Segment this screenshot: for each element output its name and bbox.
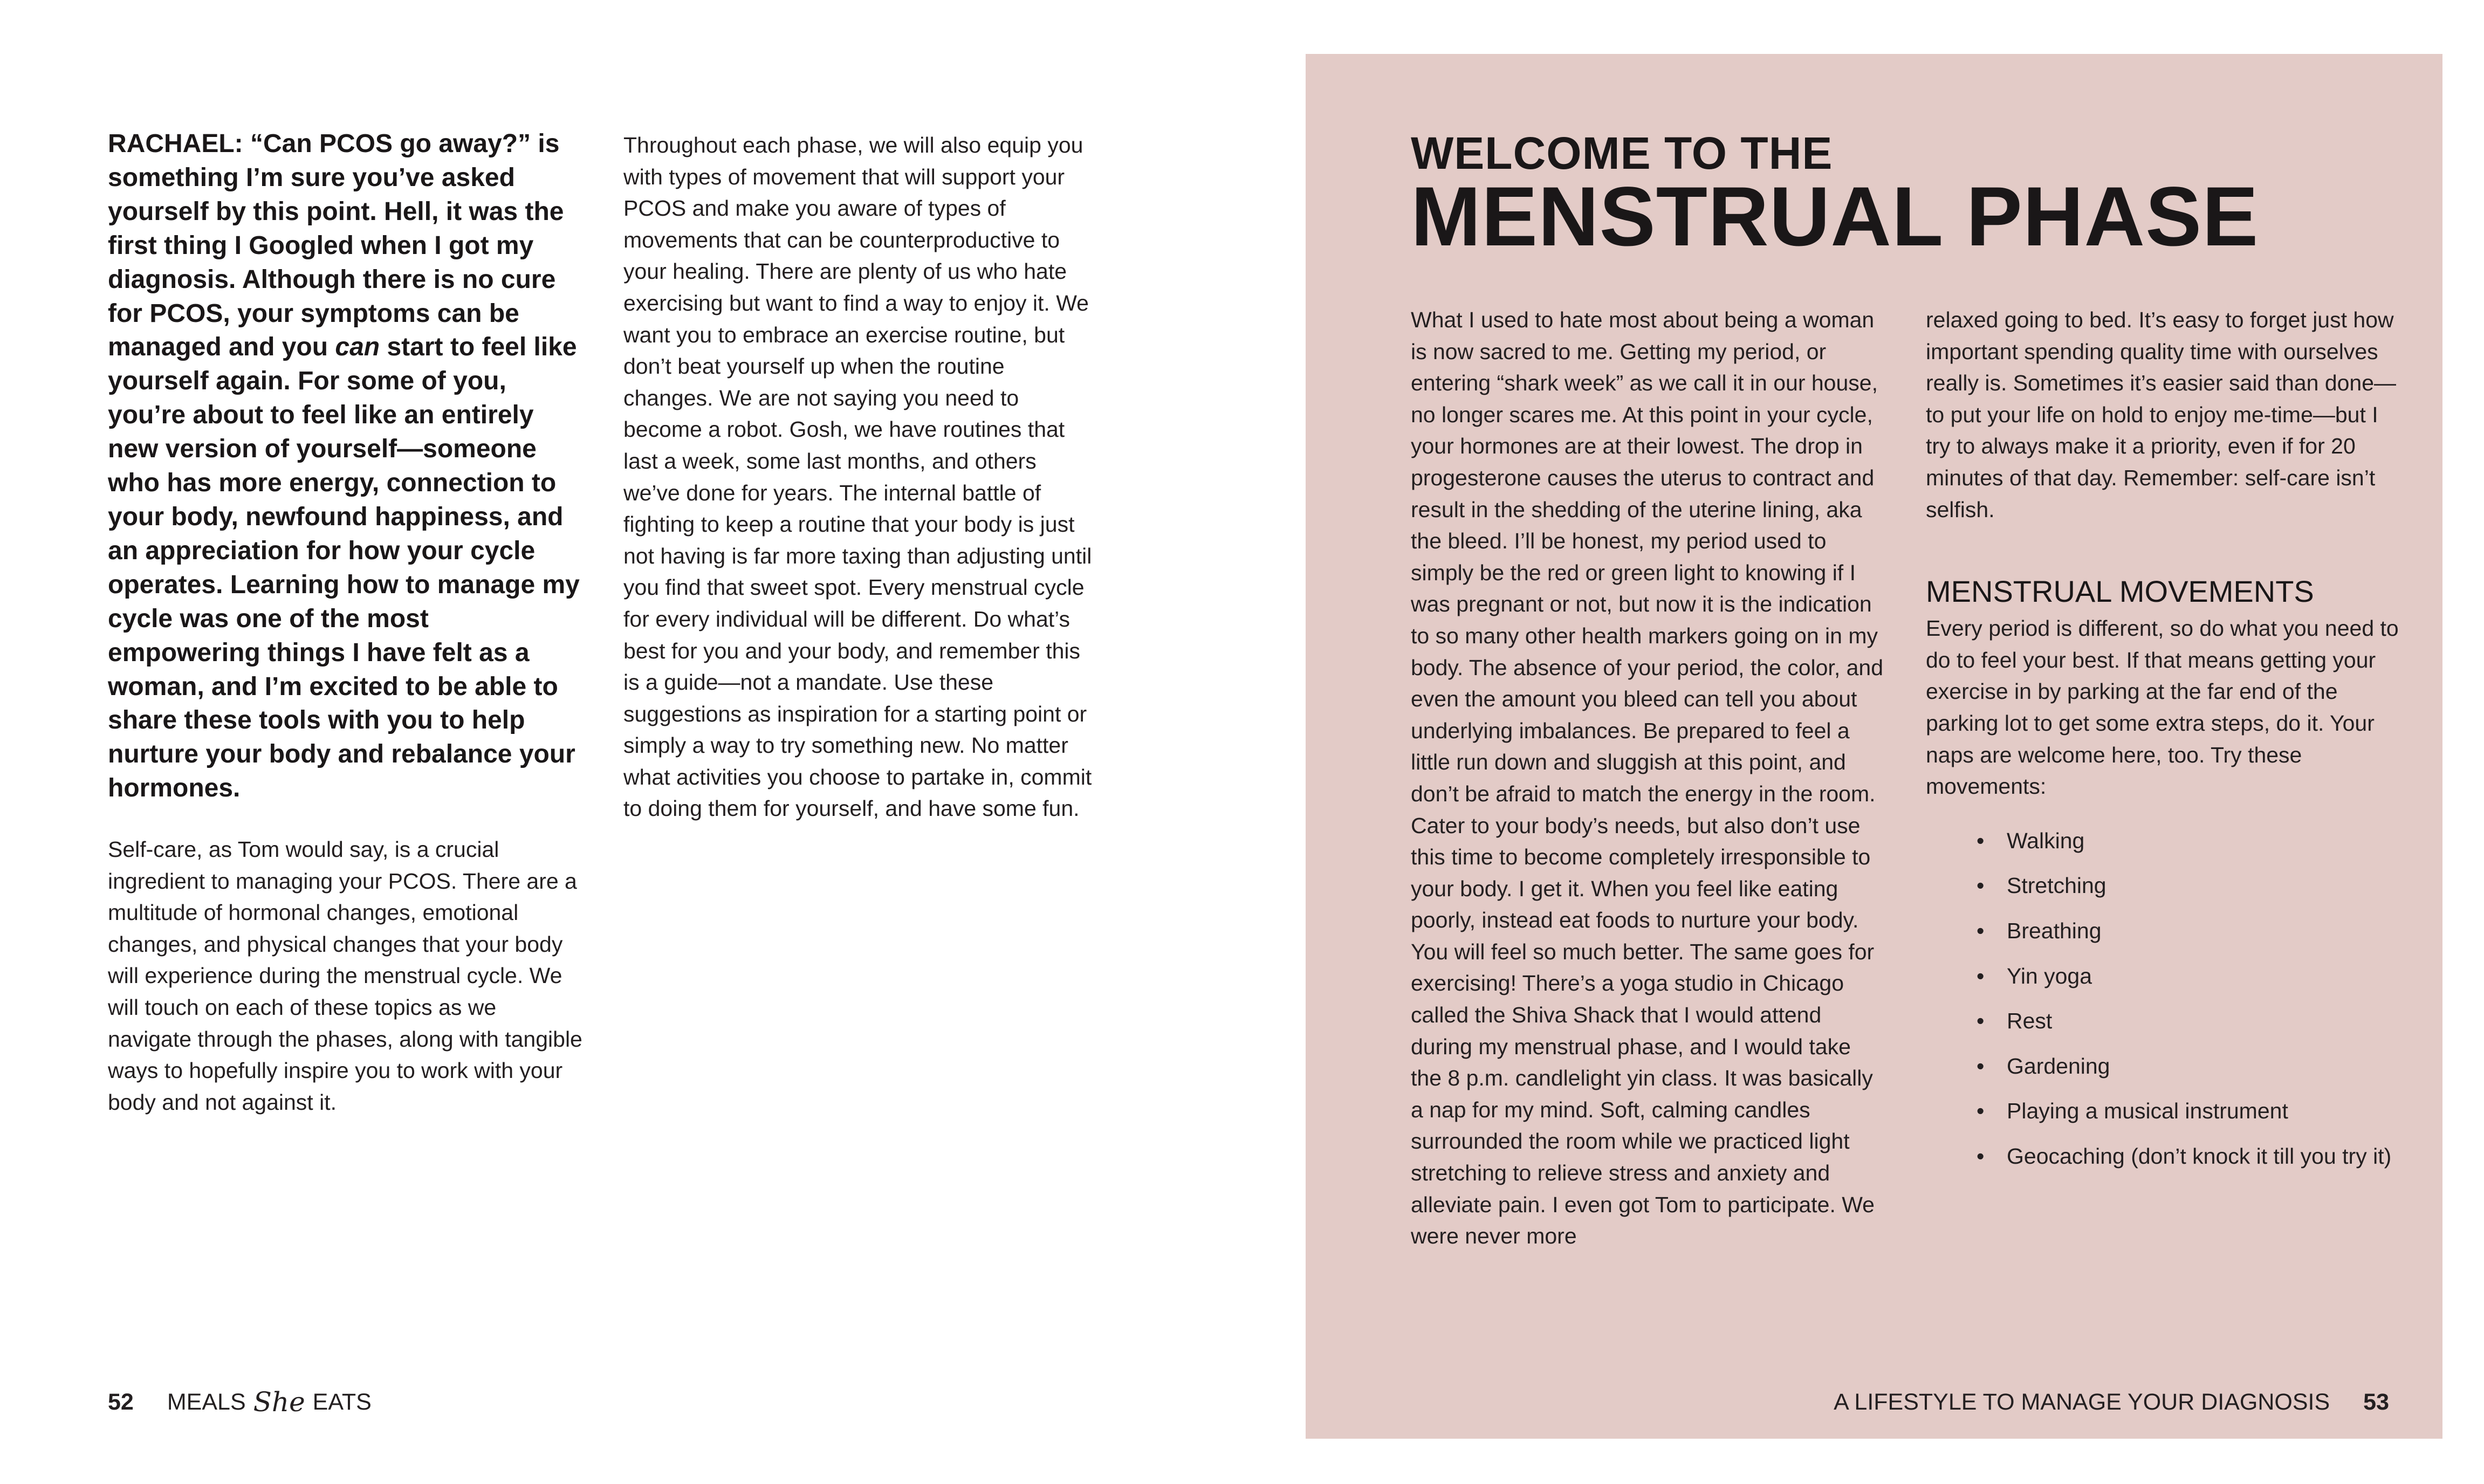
movement-label: Geocaching (don’t knock it till you try it) bbox=[2007, 1143, 2392, 1169]
left-page-footer bbox=[108, 1385, 372, 1419]
heading-title: MENSTRUAL PHASE bbox=[1411, 170, 2259, 264]
lead-text-part2: start to feel like yourself again. For some of you, you’re about to feel like an entirely new version of yourself—someone who has more energy, connection to your body, newfound happiness, and an appreciation for how your cycle operates. Learning how to manage my cycle was one of the most empowering things I have felt as a woman, and I’m excited to be able to share these tools with you to help nurture your body and rebalance your hormones. bbox=[108, 333, 580, 803]
lead-paragraph bbox=[108, 127, 582, 806]
movement-label: Rest bbox=[2007, 1008, 2053, 1034]
lead-text-italic: can bbox=[335, 333, 380, 362]
bullet-icon: • bbox=[1977, 828, 1985, 853]
heading-kicker: WELCOME TO THE bbox=[1411, 128, 1833, 178]
list-item bbox=[1926, 825, 2400, 857]
page-number-left: 52 bbox=[108, 1389, 134, 1415]
continued-paragraph: relaxed going to bed. It’s easy to forget just how important spending quality time with ourselves really is. Sometimes it’s easier said than done—to put your life on hold to enjoy me-time—but I try to always make it a priority, even if for 20 minutes of that day. Remember: self-care isn’t selfish. bbox=[1926, 307, 2397, 522]
bullet-icon: • bbox=[1977, 963, 1985, 988]
movements-list bbox=[1926, 825, 2400, 1172]
movement-label: Walking bbox=[2007, 828, 2085, 853]
book-title-part2: EATS bbox=[312, 1389, 372, 1415]
movement-label: Gardening bbox=[2007, 1053, 2110, 1078]
bullet-icon: • bbox=[1977, 1008, 1985, 1034]
movement-label: Breathing bbox=[2007, 918, 2102, 943]
left-column-body bbox=[108, 834, 582, 1118]
bullet-icon: • bbox=[1977, 1143, 1985, 1169]
list-item bbox=[1926, 960, 2400, 992]
movement-paragraph: Throughout each phase, we will also equip you with types of movement that will support your PCOS and make you aware of types of movements that can be counterproductive to your healing. There are plenty of us who hate exercising but want to find a way to enjoy it. We want you to embrace an exercise routine, but don’t beat yourself up when the routine changes. We are not saying you need to become a robot. Gosh, we have routines that last a week, some last months, and others we’ve done for years. The internal battle of fighting to keep a routine that your body is just not having is far more taxing than adjusting until you find that sweet spot. Every menstrual cycle for every individual will be different. Do what’s best for you and your body, and remember this is a guide—not a mandate. Use these suggestions as inspiration for a starting point or simply a way to try something new. No matter what activities you choose to partake in, commit to doing them for yourself, and have some fun. bbox=[623, 133, 1092, 821]
book-title-part1: MEALS bbox=[167, 1389, 246, 1415]
movement-label: Playing a musical instrument bbox=[2007, 1098, 2288, 1124]
section-title: A LIFESTYLE TO MANAGE YOUR DIAGNOSIS bbox=[1834, 1389, 2330, 1415]
book-title-script: She bbox=[253, 1386, 305, 1418]
lead-text-part1: RACHAEL: “Can PCOS go away?” is something I’m sure you’ve asked yourself by this point. Hell, it was the first thing I Googled when I got my diagnosis. Although there is no cure for PCOS, your symptoms can be managed and you bbox=[108, 129, 564, 362]
list-item bbox=[1926, 915, 2400, 947]
bullet-icon: • bbox=[1977, 1098, 1985, 1124]
right-column-b bbox=[1926, 304, 2400, 1185]
chapter-heading bbox=[1411, 128, 2382, 264]
bullet-icon: • bbox=[1977, 918, 1985, 943]
movement-label: Yin yoga bbox=[2007, 963, 2092, 988]
page-number-right: 53 bbox=[2363, 1389, 2389, 1415]
list-item bbox=[1926, 1005, 2400, 1037]
bullet-icon: • bbox=[1977, 873, 1985, 898]
list-item bbox=[1926, 870, 2400, 902]
list-item bbox=[1926, 1095, 2400, 1127]
menstrual-intro-paragraph: What I used to hate most about being a woman is now sacred to me. Getting my period, or entering “shark week” as we call it in our house, no longer scares me. At this point in your cycle, your hormones are at their lowest. The drop in progesterone causes the uterus to contract and result in the shedding of the uterine lining, aka the bleed. I’ll be honest, my period used to simply be the red or green light to knowing if I was pregnant or not, but now it is the indication to so many other health markers going on in my body. The absence of your period, the color, and even the amount you bleed can tell you about underlying imbalances. Be prepared to feel a little run down and sluggish at this point, and don’t be afraid to match the energy in the room. Cater to your body’s needs, but also don’t use this time to become completely irresponsible to your body. I get it. When you feel like eating poorly, instead eat foods to nurture your body. You will feel so much better. The same goes for exercising! There’s a yoga studio in Chicago called the Shiva Shack that I would attend during my menstrual phase, and I would take the 8 p.m. candlelight yin class. It was basically a nap for my mind. Soft, calming candles surrounded the room while we practiced light stretching to relieve stress and anxiety and alleviate pain. I even got Tom to participate. We were never more bbox=[1411, 307, 1884, 1249]
list-item bbox=[1926, 1050, 2400, 1082]
movement-label: Stretching bbox=[2007, 873, 2106, 898]
self-care-paragraph: Self-care, as Tom would say, is a crucial ingredient to managing your PCOS. There are a multitude of hormonal changes, emotional changes, and physical changes that your body will experience during the menstrual cycle. We will touch on each of these topics as we navigate through the phases, along with tangible ways to hopefully inspire you to work with your body and not against it. bbox=[108, 837, 582, 1115]
movements-intro-paragraph: Every period is different, so do what you need to do to feel your best. If that means getting your exercise in by parking at the far end of the parking lot to get some extra steps, do it. Your naps are welcome here, too. Try these movements: bbox=[1926, 616, 2399, 799]
bullet-icon: • bbox=[1977, 1053, 1985, 1078]
list-item bbox=[1926, 1141, 2400, 1172]
right-column-a bbox=[1411, 304, 1885, 1252]
middle-column-body bbox=[623, 129, 1098, 825]
menstrual-movements-subheading: MENSTRUAL MOVEMENTS bbox=[1926, 574, 2314, 609]
right-page-footer bbox=[1834, 1385, 2389, 1419]
